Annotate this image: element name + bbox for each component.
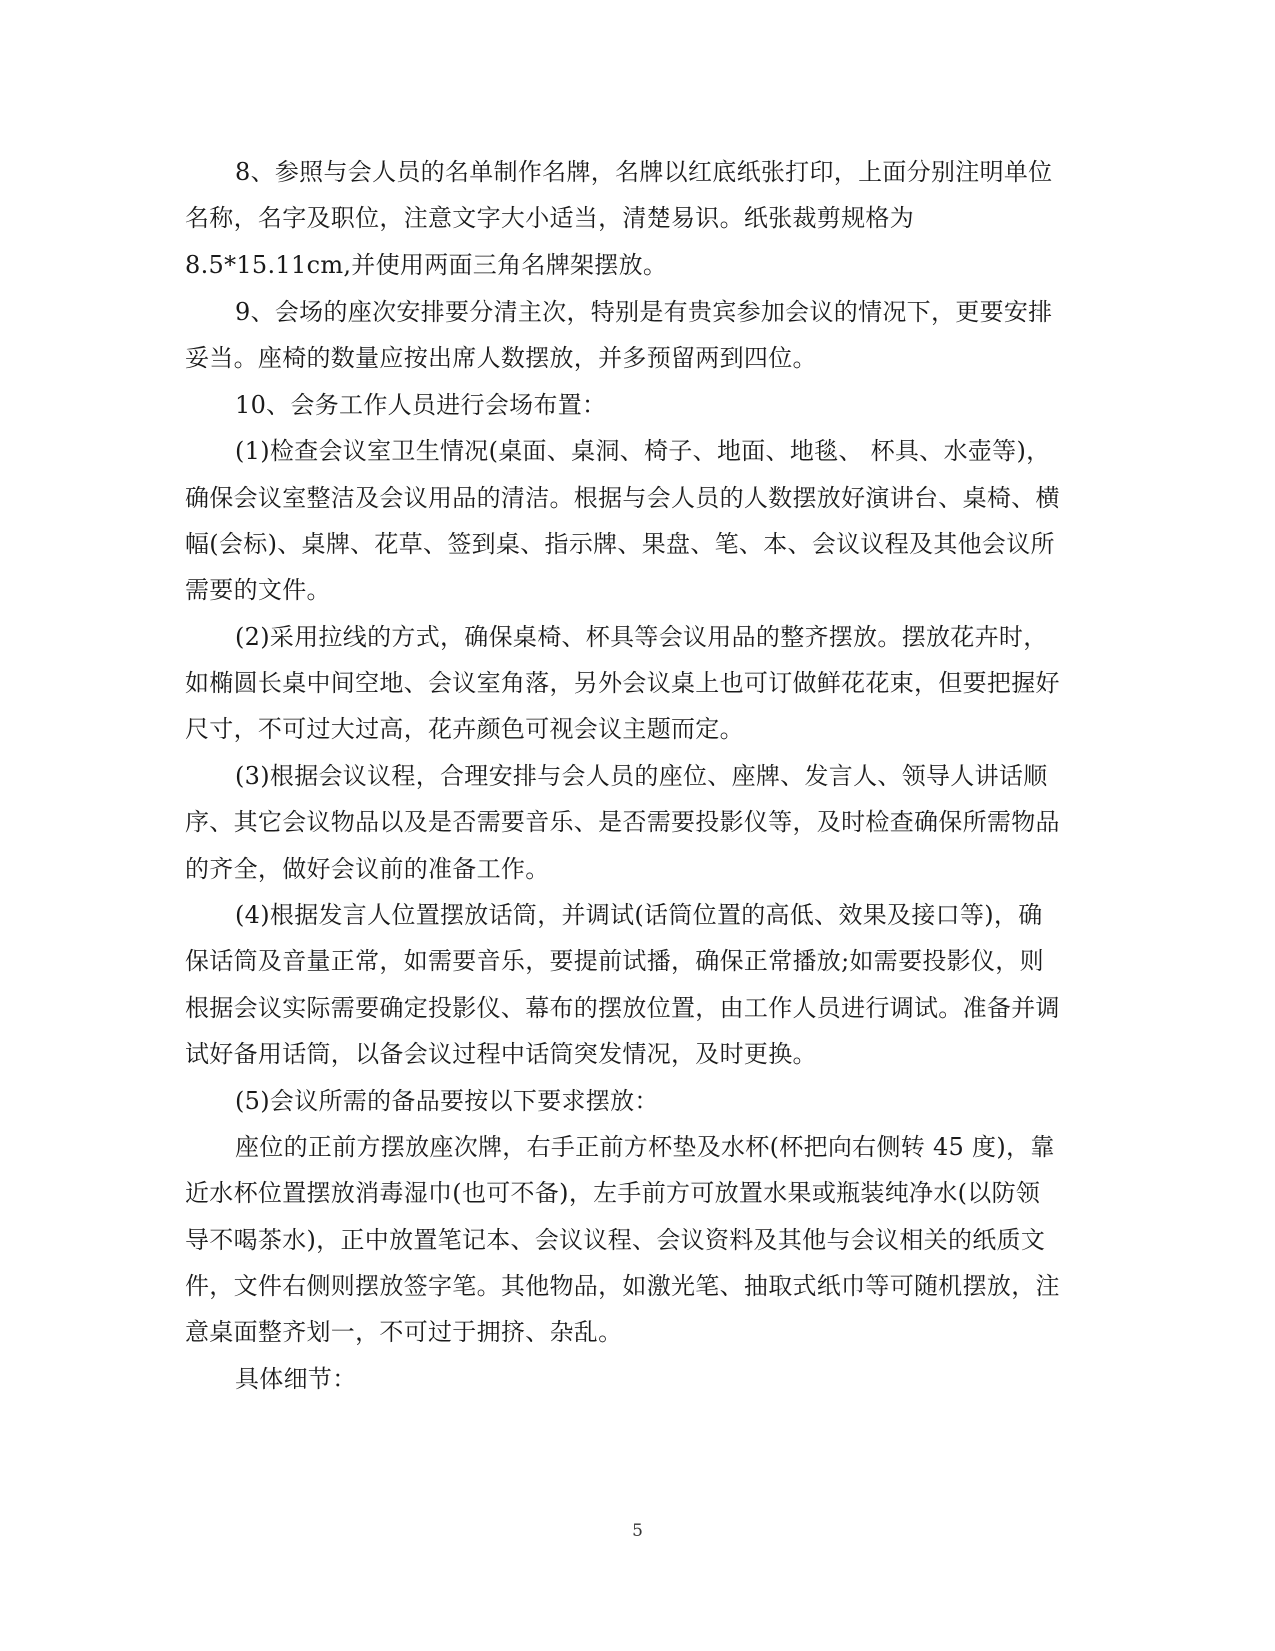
- paragraph-line: 意桌面整齐划一，不可过于拥挤、杂乱。: [185, 1318, 623, 1346]
- paragraph-line: 的齐全，做好会议前的准备工作。: [185, 855, 550, 883]
- paragraph-line: 座位的正前方摆放座次牌，右手正前方杯垫及水杯(杯把向右侧转 45 度)，靠: [235, 1133, 1055, 1161]
- page-number: 5: [632, 1521, 643, 1541]
- paragraph-line: 件，文件右侧则摆放签字笔。其他物品，如激光笔、抽取式纸巾等可随机摆放，注: [185, 1272, 1060, 1300]
- paragraph-line: 近水杯位置摆放消毒湿巾(也可不备)，左手前方可放置水果或瓶装纯净水(以防领: [185, 1179, 1041, 1207]
- paragraph-line: 导不喝茶水)，正中放置笔记本、会议议程、会议资料及其他与会议相关的纸质文: [185, 1226, 1046, 1254]
- paragraph-line: 8、参照与会人员的名单制作名牌，名牌以红底纸张打印，上面分别注明单位: [235, 158, 1053, 186]
- paragraph-line: 如椭圆长桌中间空地、会议室角落，另外会议桌上也可订做鲜花花束，但要把握好: [185, 669, 1060, 697]
- paragraph-line: (5)会议所需的备品要按以下要求摆放：: [235, 1087, 659, 1115]
- paragraph-line: (4)根据发言人位置摆放话筒，并调试(话筒位置的高低、效果及接口等)，确: [235, 901, 1043, 929]
- paragraph-line: 保话筒及音量正常，如需要音乐，要提前试播，确保正常播放;如需要投影仪，则: [185, 947, 1044, 975]
- paragraph-line: 8.5*15.11cm,并使用两面三角名牌架摆放。: [185, 251, 668, 279]
- paragraph-line: 10、会务工作人员进行会场布置：: [235, 391, 607, 419]
- paragraph-line: 尺寸，不可过大过高，花卉颜色可视会议主题而定。: [185, 715, 744, 743]
- paragraph-line: 具体细节：: [235, 1365, 357, 1393]
- paragraph-line: 确保会议室整洁及会议用品的清洁。根据与会人员的人数摆放好演讲台、桌椅、横: [185, 484, 1060, 512]
- paragraph-line: (1)检查会议室卫生情况(桌面、桌洞、椅子、地面、地毯、 杯具、水壶等)，: [235, 437, 1051, 465]
- paragraph-line: 名称，名字及职位，注意文字大小适当，清楚易识。纸张裁剪规格为: [185, 204, 914, 232]
- paragraph-line: 序、其它会议物品以及是否需要音乐、是否需要投影仪等，及时检查确保所需物品: [185, 808, 1060, 836]
- paragraph-line: 9、会场的座次安排要分清主次，特别是有贵宾参加会议的情况下，更要安排: [235, 298, 1053, 326]
- paragraph-line: 妥当。座椅的数量应按出席人数摆放，并多预留两到四位。: [185, 344, 817, 372]
- paragraph-line: 需要的文件。: [185, 576, 331, 604]
- paragraph-line: (3)根据会议议程，合理安排与会人员的座位、座牌、发言人、领导人讲话顺: [235, 762, 1048, 790]
- paragraph-line: 幅(会标)、桌牌、花草、签到桌、指示牌、果盘、笔、本、会议议程及其他会议所: [185, 530, 1055, 558]
- paragraph-line: (2)采用拉线的方式，确保桌椅、杯具等会议用品的整齐摆放。摆放花卉时，: [235, 623, 1048, 651]
- paragraph-line: 试好备用话筒，以备会议过程中话筒突发情况，及时更换。: [185, 1040, 817, 1068]
- paragraph-line: 根据会议实际需要确定投影仪、幕布的摆放位置，由工作人员进行调试。准备并调: [185, 994, 1060, 1022]
